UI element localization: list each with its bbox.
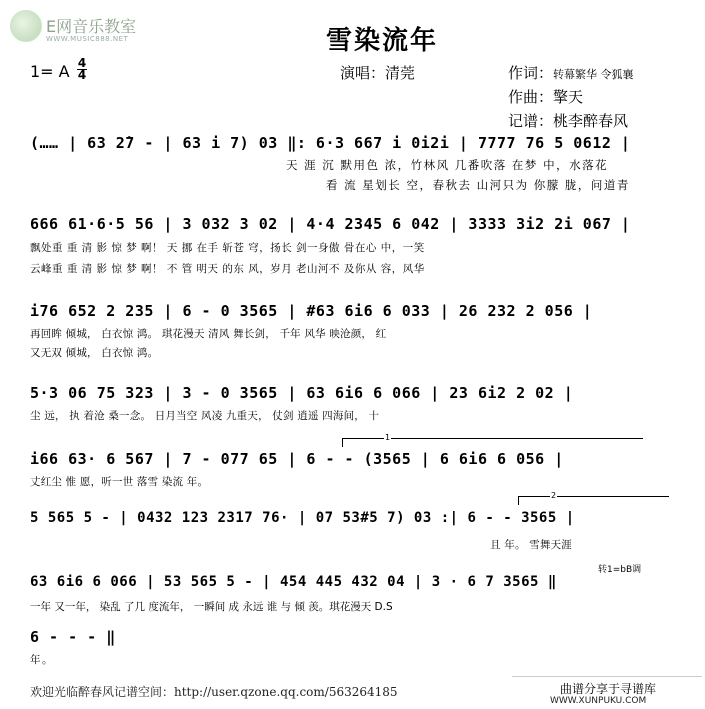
volta-1-number: 1 bbox=[385, 433, 391, 442]
score-line-7-notes: 63 6i6 6 066 | 53 565 5 - | 454 445 432 04 | 3 · 6 7 3565 ‖ bbox=[30, 574, 557, 590]
score-line-2-lyrics-1: 飘处重 重 清 影 惊 梦 啊！ 天 挪 在手 斩苍 穹，扬长 剑一身傲 骨在心 中，一笑 bbox=[30, 242, 425, 254]
transcriber: 记谱：桃李醉春风 bbox=[508, 112, 629, 130]
stamp-main: 曲谱分享于寻谱库 bbox=[560, 682, 657, 696]
watermark-site: E网音乐教室 bbox=[46, 17, 137, 36]
score-line-3-lyrics-1: 再回眸 倾城， 白衣惊 鸿。 琪花漫天 清风 舞长剑， 千年 风华 映沧颜， 红 bbox=[30, 328, 387, 340]
score-line-7-lyrics-1: 一年 又一年， 染乱 了几 度流年， 一瞬间 成 永远 谁 与 倾 羡。琪花漫天 D.S bbox=[30, 601, 393, 613]
volta-2-number: 2 bbox=[551, 491, 557, 500]
logo-icon bbox=[10, 10, 42, 42]
key-signature: 1= A bbox=[30, 62, 70, 81]
score-line-8-lyrics-1: 年。 bbox=[30, 654, 54, 666]
lyricist-label-text: 作词： bbox=[508, 64, 554, 82]
score-line-3-notes: i76 652 2 235 | 6 - 0 3565 | #63 6i6 6 033 | 26 232 2 056 | bbox=[30, 302, 593, 320]
singer: 演唱：清莞 bbox=[340, 64, 416, 82]
lyricist-names: 转幕繁华 令狐襄 bbox=[553, 68, 634, 81]
lyricist-label bbox=[508, 62, 634, 83]
score-line-4-notes: 5·3 06 75 323 | 3 - 0 3565 | 63 6i6 6 066 | 23 6i2 2 02 | bbox=[30, 384, 574, 402]
score-line-1-lyrics-2: 看 流 星划长 空，春秋去 山河只为 你朦 胧，问道青 bbox=[326, 178, 630, 192]
key-change-note: 转1=bB调 bbox=[598, 565, 642, 575]
score-line-6-lyrics-1: 且 年。 雪舞天涯 bbox=[490, 539, 572, 551]
watermark-logo bbox=[10, 8, 150, 48]
score-line-5-notes: i66 63· 6 567 | 7 - 077 65 | 6 - - (3565 | 6 6i6 6 056 | bbox=[30, 450, 564, 468]
stamp-url: WWW.XUNPUKU.COM bbox=[550, 696, 647, 706]
score-line-1-notes: (…… | 63 2̇7 - | 63 i 7) 03 ‖: 6·3 667 i 0i2i | 7777 76 5 0612 | bbox=[30, 134, 631, 152]
score-line-1-lyrics-1: 天 涯 沉 默用色 浓，竹林风 几番吹落 在梦 中，水落花 bbox=[286, 158, 609, 172]
watermark-url: WWW.MUSIC888.NET bbox=[46, 35, 129, 43]
time-sig-top: 4 bbox=[77, 56, 87, 70]
score-line-2-lyrics-2: 云峰重 重 清 影 惊 梦 啊！ 不 管 明天 的东 风，岁月 老山河不 及你从 容，风华 bbox=[30, 263, 425, 275]
time-signature bbox=[77, 58, 87, 81]
source-stamp bbox=[512, 676, 702, 709]
composer: 作曲：擎天 bbox=[508, 88, 584, 106]
volta-2-bracket bbox=[518, 496, 669, 505]
score-line-6-notes: 5 565 5 - | 0432 123 2317 76· | 07 53#5 7) 03 :| 6 - - 3565 | bbox=[30, 510, 575, 526]
time-sig-bottom: 4 bbox=[77, 68, 87, 82]
score-line-5-lyrics-1: 丈红尘 惟 愿，听一世 落雪 染流 年。 bbox=[30, 476, 209, 488]
score-line-4-lyrics-1: 尘 远， 执 着沧 桑一念。 日月当空 风凌 九重天， 仗剑 逍遥 四海间， 十 bbox=[30, 410, 380, 422]
score-line-8-notes: 6 - - - ‖ bbox=[30, 628, 116, 646]
score-line-3-lyrics-2: 又无双 倾城， 白衣惊 鸿。 bbox=[30, 347, 159, 359]
song-title: 雪染流年 bbox=[326, 26, 439, 56]
footer-text: 欢迎光临醉春风记谱空间：http://user.qzone.qq.com/563264185 bbox=[30, 685, 398, 699]
score-line-2-notes: 666 61·6·5 56 | 3 032 3 02 | 4·4 2345 6 042 | 3333 3i2 2i 067 | bbox=[30, 215, 631, 233]
